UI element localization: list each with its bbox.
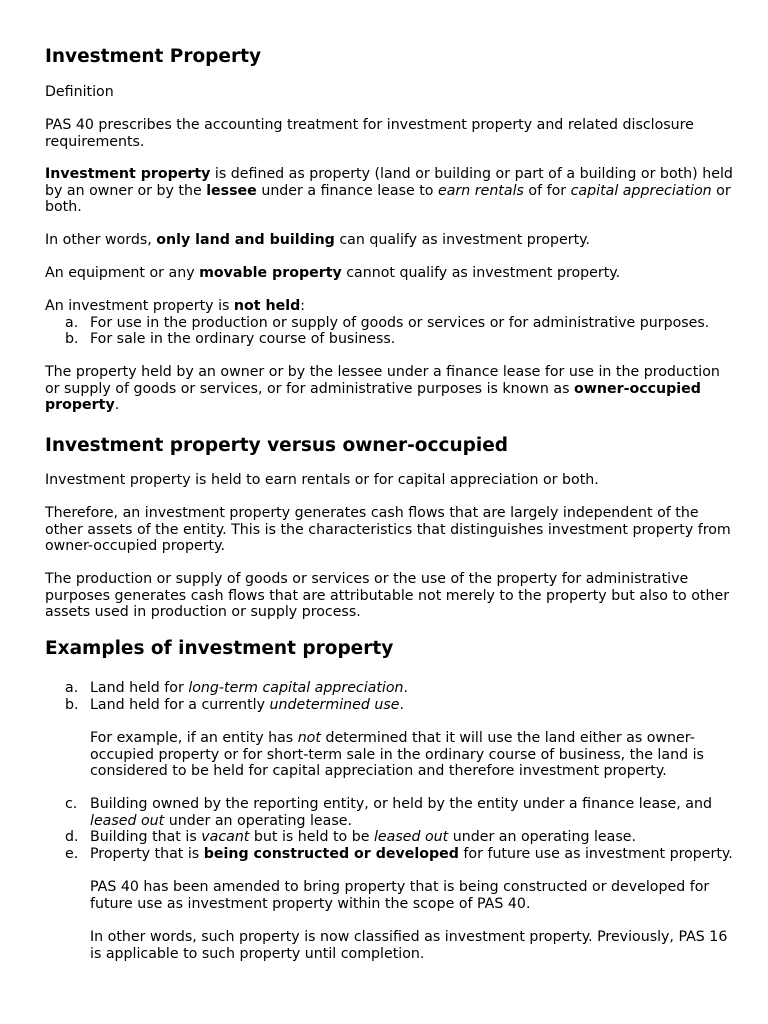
other-words-paragraph: In other words, only land and building can qualify as investment property. <box>45 232 591 248</box>
section-heading: Examples of investment property <box>45 638 394 659</box>
list-item: b. For sale in the ordinary course of business. <box>65 331 396 348</box>
not-held-intro: An investment property is not held: <box>45 298 306 314</box>
intro-paragraph: PAS 40 prescribes the accounting treatment for investment property and related disclosure requirements. <box>45 117 694 150</box>
definition-paragraph: Investment property is defined as property (land or building or part of a building or both) held by an owner or by the lessee under a finance lease to earn rentals of for capital appreciation or both. <box>45 166 733 216</box>
list-item: e. Property that is being constructed or developed for future use as investment property. <box>65 845 733 862</box>
section-heading: Investment property versus owner-occupied <box>45 435 508 456</box>
definition-label: Definition <box>45 84 114 100</box>
examples-list-ab <box>45 680 735 713</box>
list-item: d. Building that is vacant but is held to be leased out under an operating lease. <box>65 829 636 846</box>
examples-list-cde <box>45 796 735 862</box>
list-item: b. Land held for a currently undetermined use. <box>65 696 405 713</box>
page-title: Investment Property <box>45 46 262 67</box>
example-note: For example, if an entity has not determined that it will use the land either as owner-occupied property or for short-term sale in the ordinary course of business, the land is considered to be held for capital appreciation and therefore investment property. <box>90 730 704 780</box>
list-item: a. Land held for long-term capital appreciation. <box>65 680 409 696</box>
list-item: a. For use in the production or supply of goods or services or for administrative purposes. <box>65 314 710 331</box>
paragraph: Investment property is held to earn rentals or for capital appreciation or both. <box>45 472 599 488</box>
not-held-block <box>45 298 735 348</box>
owner-occupied-paragraph: The property held by an owner or by the lessee under a finance lease for use in the production or supply of goods or services, or for administrative purposes is known as owner-occupied property. <box>45 364 720 414</box>
example-note: PAS 40 has been amended to bring property that is being constructed or developed for future use as investment property within the scope of PAS 40. <box>90 879 710 912</box>
equipment-paragraph: An equipment or any movable property cannot qualify as investment property. <box>45 265 621 281</box>
list-item: c. Building owned by the reporting entity, or held by the entity under a finance lease, and leased out under an operating lease. <box>65 796 712 829</box>
example-note: In other words, such property is now classified as investment property. Previously, PAS 16 is applicable to such property until completion. <box>90 929 728 962</box>
paragraph: The production or supply of goods or services or the use of the property for administrative purposes generates cash flows that are attributable not merely to the property but also to other assets used in production or supply process. <box>45 571 730 621</box>
paragraph: Therefore, an investment property generates cash flows that are largely independent of the other assets of the entity. This is the characteristics that distinguishes investment property from owner-occupied property. <box>45 505 731 555</box>
